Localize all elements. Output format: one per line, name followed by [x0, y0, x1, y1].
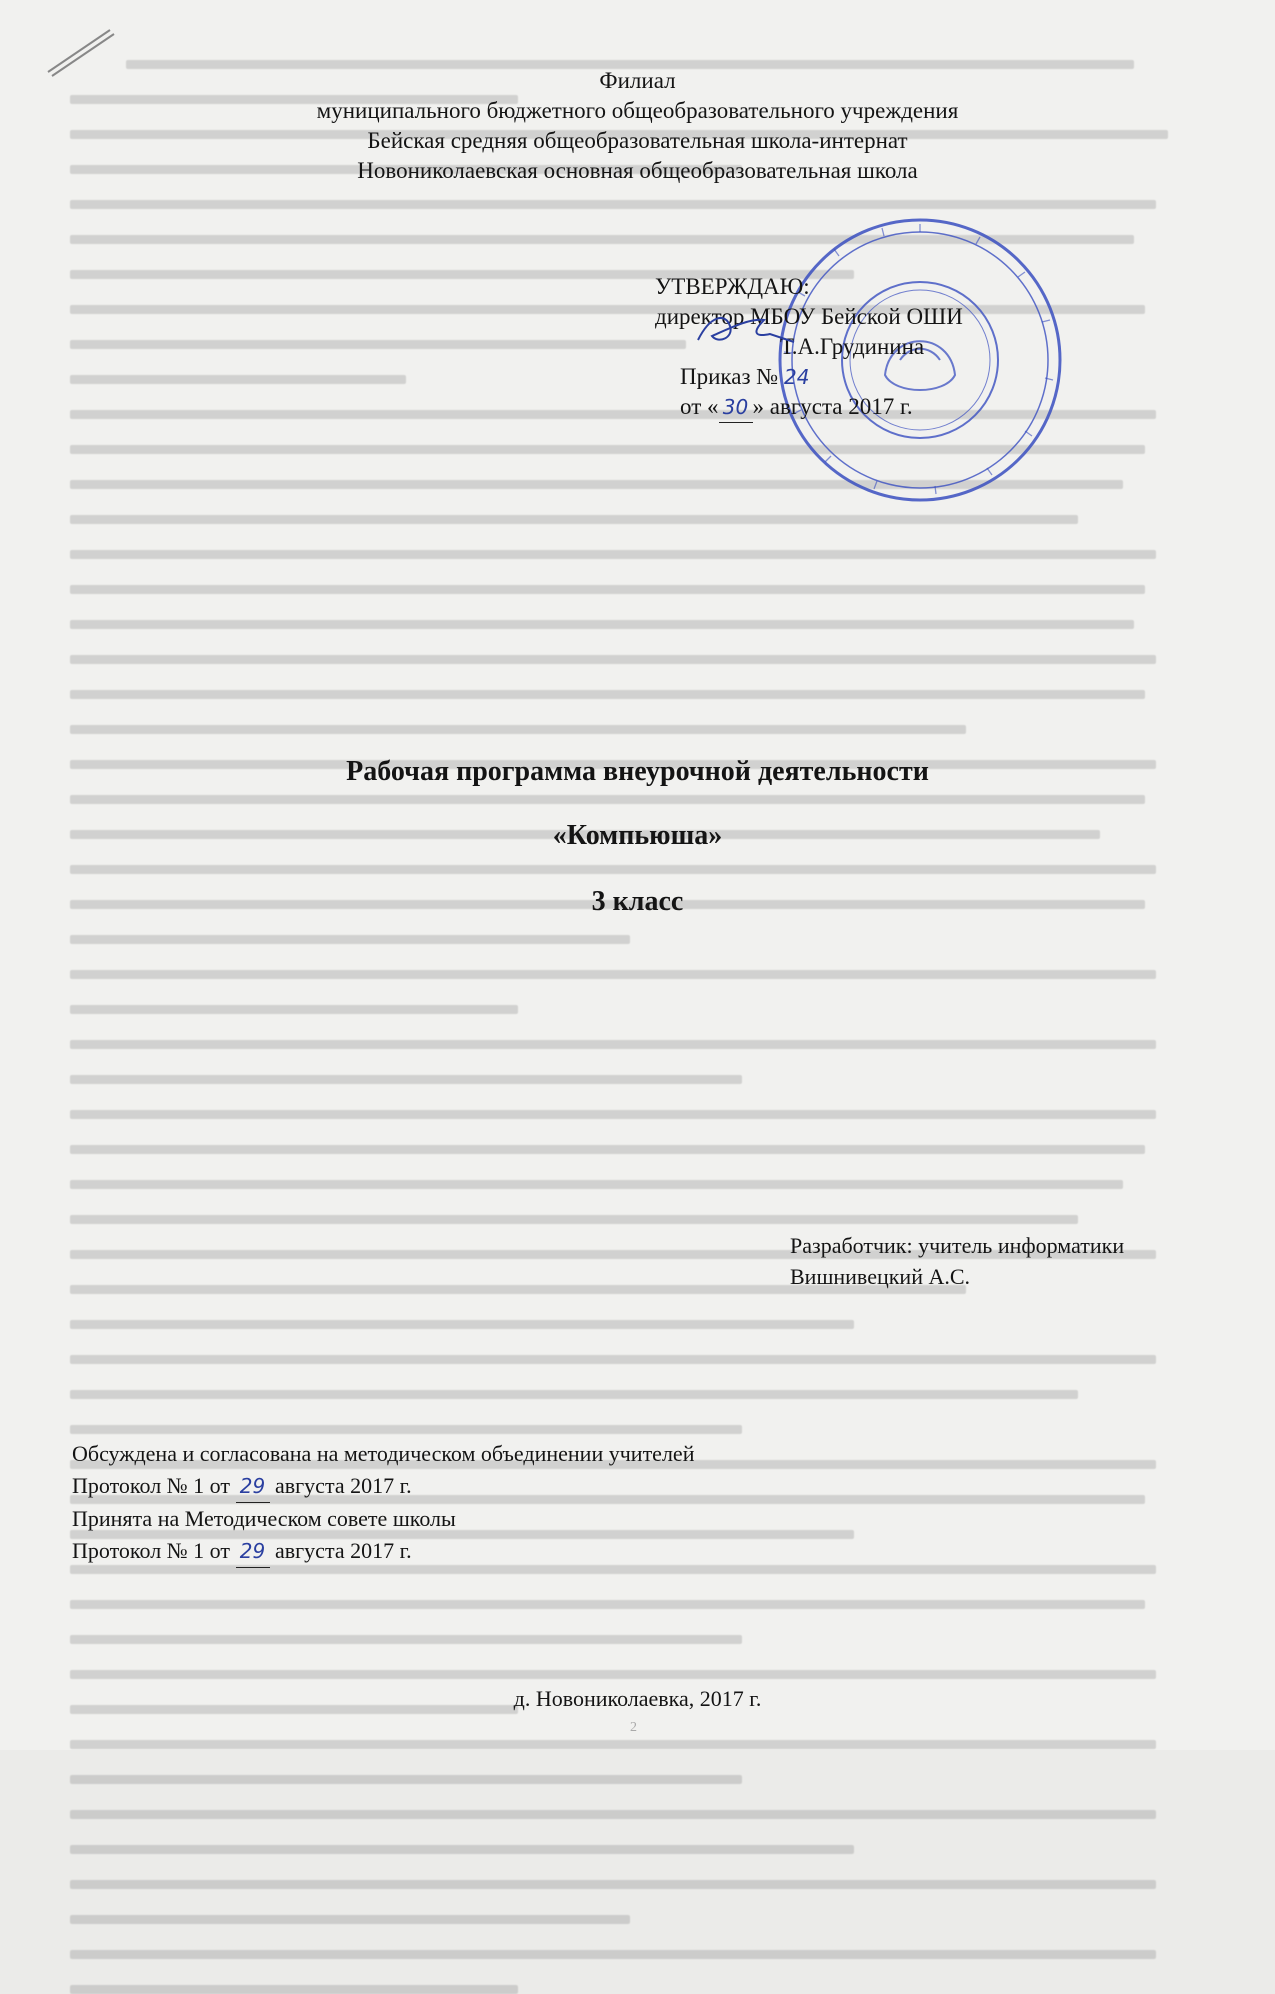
developer-role: Разработчик: учитель информатики — [790, 1233, 1125, 1258]
discussion-line-2: Протокол № 1 от 29 августа 2017 г. — [72, 1470, 694, 1503]
approve-heading: УТВЕРЖДАЮ: — [655, 274, 810, 299]
header-line-2: муниципального бюджетного общеобразовательного учреждения — [316, 98, 959, 123]
developer-name: Вишнивецкий А.С. — [790, 1264, 971, 1289]
approve-position: директор МБОУ Бейской ОШИ — [655, 304, 963, 329]
approve-date: от « 30 » августа 2017 г. — [655, 392, 963, 423]
approve-day-handwritten: 30 — [719, 392, 753, 423]
page-number: 2 — [630, 1720, 637, 1735]
protocol-1-day-handwritten: 29 — [236, 1470, 270, 1503]
header-line-1: Филиал — [599, 68, 676, 93]
program-name: «Компьюша» — [552, 820, 723, 851]
discussion-line-3: Принята на Методическом совете школы — [72, 1506, 456, 1531]
approve-signatory: Т.А.Грудинина — [780, 334, 925, 359]
director-signature — [690, 308, 800, 350]
header-line-4: Новониколаевская основная общеобразовательная школа — [357, 158, 918, 183]
developer-block — [790, 1230, 1124, 1292]
protocol-2-day-handwritten: 29 — [236, 1535, 270, 1568]
discussion-line-4: Протокол № 1 от 29 августа 2017 г. — [72, 1535, 694, 1568]
header-line-3: Бейская средняя общеобразовательная школа-интернат — [367, 128, 908, 153]
discussion-line-1: Обсуждена и согласована на методическом объединении учителей — [72, 1441, 695, 1466]
discussion-block — [72, 1438, 694, 1568]
program-grade: 3 класс — [591, 886, 684, 917]
order-number-handwritten: 24 — [783, 365, 810, 389]
approve-order: Приказ № 24 — [680, 364, 810, 389]
program-title: Рабочая программа внеурочной деятельности — [346, 756, 929, 787]
place-and-year: д. Новониколаевка, 2017 г. — [513, 1686, 762, 1711]
